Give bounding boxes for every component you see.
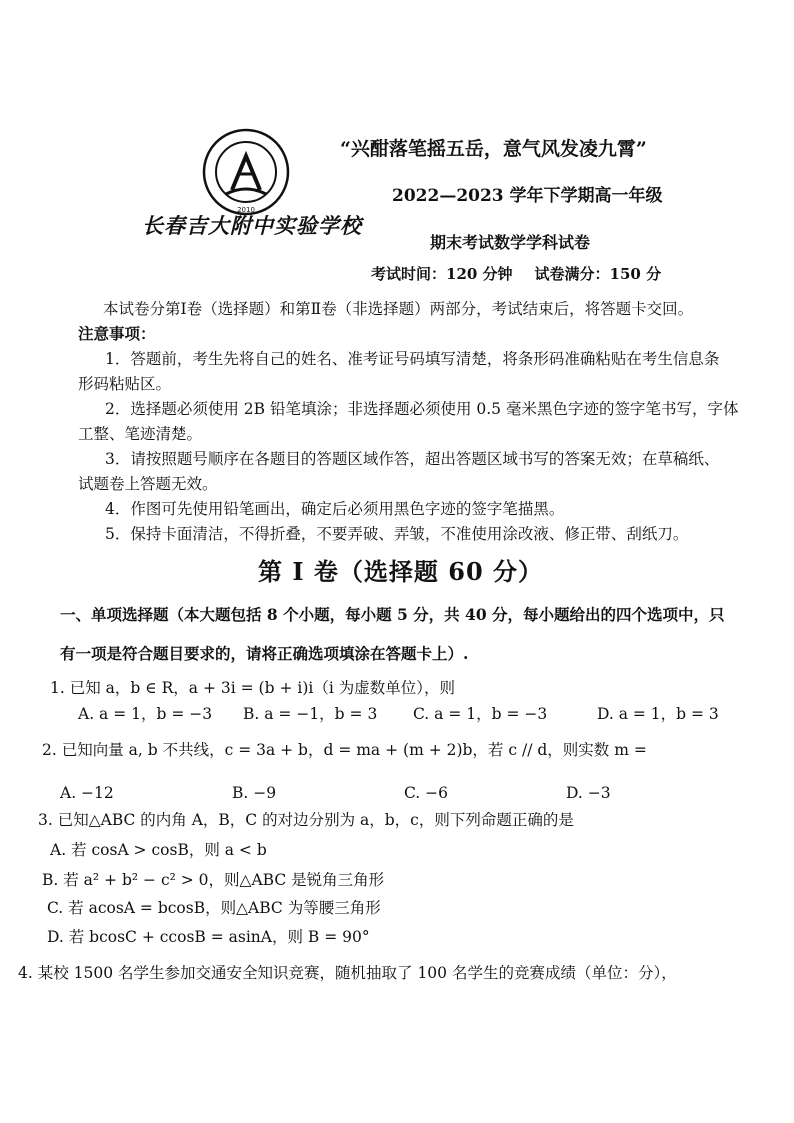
q1-option-a: A. a = 1，b = −3 bbox=[78, 705, 213, 723]
notice-1-line1: 1．答题前，考生先将自己的姓名、准考证号码填写清楚，将条形码准确粘贴在考生信息条 bbox=[105, 350, 720, 368]
notice-title: 注意事项： bbox=[78, 324, 156, 343]
q2-option-c: C. −6 bbox=[404, 784, 449, 802]
exam-name: 期末考试数学学科试卷 bbox=[430, 233, 591, 252]
q3-stem: 3. 已知△ABC 的内角 A，B，C 的对边分别为 a，b，c，则下列命题正确的是 bbox=[38, 811, 574, 829]
notice-1-line2: 形码粘贴区。 bbox=[78, 375, 172, 393]
logo-year: 2010 bbox=[237, 206, 255, 214]
q3-option-a: A. 若 cosA > cosB，则 a < b bbox=[50, 841, 267, 859]
notice-5: 5．保持卡面清洁，不得折叠，不要弄破、弄皱，不准使用涂改液、修正带、刮纸刀。 bbox=[105, 525, 689, 543]
q2-option-b: B. −9 bbox=[232, 784, 277, 802]
q1-option-b: B. a = −1，b = 3 bbox=[243, 705, 378, 723]
q1-stem: 1. 已知 a，b ∈ R，a + 3i = (b + i)i（i 为虚数单位），则 bbox=[50, 679, 455, 697]
exam-time: 考试时间：120 分钟 bbox=[371, 265, 513, 283]
intro-text: 本试卷分第Ⅰ卷（选择题）和第Ⅱ卷（非选择题）两部分，考试结束后，将答题卡交回。 bbox=[103, 300, 694, 318]
q2-option-a: A. −12 bbox=[60, 784, 114, 802]
part1-instructions-line2: 有一项是符合题目要求的，请将正确选项填涂在答题卡上）. bbox=[60, 644, 469, 663]
q1-option-c: C. a = 1，b = −3 bbox=[413, 705, 548, 723]
q1-option-d: D. a = 1，b = 3 bbox=[597, 705, 719, 723]
year-line: 2022—2023 学年下学期高一年级 bbox=[392, 186, 663, 206]
q3-option-c: C. 若 acosA = bcosB，则△ABC 为等腰三角形 bbox=[47, 899, 381, 917]
notice-4: 4．作图可先使用铅笔画出，确定后必须用黑色字迹的签字笔描黑。 bbox=[105, 500, 565, 518]
q4-stem: 4. 某校 1500 名学生参加交通安全知识竞赛，随机抽取了 100 名学生的竞赛成绩（单位：分）， bbox=[18, 964, 677, 982]
notice-2-line2: 工整、笔迹清楚。 bbox=[78, 425, 203, 443]
q3-option-b: B. 若 a² + b² − c² > 0，则△ABC 是锐角三角形 bbox=[42, 871, 385, 889]
school-name: 长春吉大附中实验学校 bbox=[142, 213, 362, 238]
q3-option-d: D. 若 bcosC + ccosB = asinA，则 B = 90° bbox=[47, 928, 370, 946]
notice-2-line1: 2．选择题必须使用 2B 铅笔填涂；非选择题必须使用 0.5 毫米黑色字迹的签字笔书写，字体 bbox=[105, 400, 739, 418]
exam-score: 试卷满分：150 分 bbox=[534, 265, 662, 283]
part1-instructions-line1: 一、单项选择题（本大题包括 8 个小题，每小题 5 分，共 40 分，每小题给出的四个选项中，只 bbox=[60, 605, 725, 624]
school-logo bbox=[202, 128, 290, 216]
q2-option-d: D. −3 bbox=[566, 784, 611, 802]
exam-meta bbox=[371, 263, 661, 284]
notice-3-line1: 3．请按照题号顺序在各题目的答题区域作答，超出答题区域书写的答案无效；在草稿纸、 bbox=[105, 450, 720, 468]
notice-3-line2: 试题卷上答题无效。 bbox=[78, 475, 218, 493]
section-title: 第 Ⅰ 卷（选择题 60 分） bbox=[258, 557, 544, 586]
q2-stem: 2. 已知向量 a, b 不共线，c = 3a + b，d = ma + (m + 2)b，若 c // d，则实数 m = bbox=[42, 741, 647, 759]
motto: “兴酣落笔摇五岳，意气风发凌九霄” bbox=[340, 138, 647, 160]
